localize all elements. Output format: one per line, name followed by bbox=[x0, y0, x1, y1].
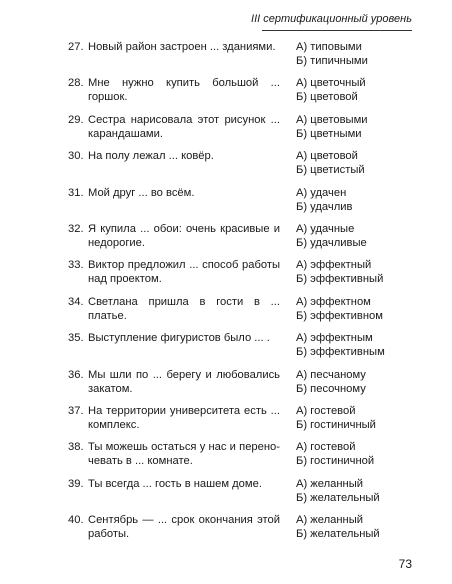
exercise-item bbox=[68, 76, 408, 112]
option-a: А) удачные bbox=[296, 222, 355, 235]
option-a: А) гостевой bbox=[296, 441, 356, 454]
exercise-item bbox=[68, 222, 408, 258]
item-text: Новый район застроен ... зданиями. bbox=[88, 41, 276, 53]
option-b: Б) эффективный bbox=[296, 273, 384, 286]
item-number: 27. bbox=[68, 41, 84, 53]
item-text: Ты всегда ... гость в нашем доме. bbox=[88, 477, 262, 490]
item-text: На полу лежал ... ковёр. bbox=[88, 150, 214, 163]
item-number: 29. bbox=[68, 113, 84, 126]
item-number: 28. bbox=[68, 77, 84, 90]
item-number: 35. bbox=[68, 332, 84, 345]
option-b: Б) гостиничный bbox=[296, 418, 376, 431]
exercise-item bbox=[68, 149, 408, 185]
exercise-item bbox=[68, 404, 408, 440]
option-a: А) гостевой bbox=[296, 404, 356, 417]
option-b: Б) удачлив bbox=[296, 200, 353, 213]
option-a: А) удачен bbox=[296, 186, 347, 199]
exercise-item bbox=[68, 186, 408, 222]
item-number: 31. bbox=[68, 186, 84, 199]
item-text: Сестра нарисовала этот рисунок ... карандашами. bbox=[88, 113, 280, 140]
item-text: Сентябрь — ... срок окончания этой работы. bbox=[88, 514, 280, 541]
item-number: 39. bbox=[68, 477, 84, 490]
item-text: Выступление фигуристов было ... . bbox=[88, 332, 270, 345]
option-a: А) эффектный bbox=[296, 259, 372, 272]
option-b: Б) цветистый bbox=[296, 164, 365, 177]
option-b: Б) эффективном bbox=[296, 309, 383, 322]
item-text: Мне нужно купить большой ... горшок. bbox=[88, 77, 280, 104]
option-b: Б) цветовой bbox=[296, 91, 358, 104]
exercise-item bbox=[68, 368, 408, 404]
exercise-item bbox=[68, 477, 408, 513]
option-a: А) типовыми bbox=[296, 41, 362, 53]
option-a: А) эффектном bbox=[296, 295, 371, 308]
item-number: 40. bbox=[68, 514, 84, 527]
item-text: Мы шли по ... берегу и любовались закатом. bbox=[88, 368, 280, 395]
option-b: Б) желательный bbox=[296, 491, 380, 504]
item-text: Светлана пришла в гости в ... платье. bbox=[88, 295, 280, 322]
item-text: Виктор предложил ... способ работы над проектом. bbox=[88, 259, 280, 286]
exercise-item bbox=[68, 258, 408, 294]
option-b: Б) желательный bbox=[296, 528, 380, 541]
exercise-item bbox=[68, 513, 408, 549]
option-a: А) цветочный bbox=[296, 77, 366, 90]
item-text: На территории университета есть ... комплекс. bbox=[88, 404, 280, 431]
option-b: Б) гостиничной bbox=[296, 455, 375, 468]
option-b: Б) цветными bbox=[296, 127, 362, 140]
item-number: 34. bbox=[68, 295, 84, 308]
header-title: III сертификационный уровень bbox=[251, 13, 412, 25]
option-a: А) песчаному bbox=[296, 368, 366, 381]
item-number: 36. bbox=[68, 368, 84, 381]
item-number: 32. bbox=[68, 222, 84, 235]
option-a: А) желанный bbox=[296, 514, 364, 527]
exercise-item bbox=[68, 440, 408, 476]
item-text: Я купила ... обои: очень красивые и недорогие. bbox=[88, 222, 280, 249]
option-a: А) желанный bbox=[296, 477, 364, 490]
item-text: Ты можешь остаться у нас и переночевать в ... комнате. bbox=[88, 441, 280, 468]
page-number: 73 bbox=[398, 557, 412, 571]
exercise-list bbox=[68, 40, 408, 549]
header-rule bbox=[262, 30, 412, 31]
item-number: 37. bbox=[68, 404, 84, 417]
option-b: Б) эффективным bbox=[296, 346, 385, 359]
item-number: 30. bbox=[68, 150, 84, 163]
option-b: Б) песочному bbox=[296, 382, 366, 395]
exercise-item bbox=[68, 40, 408, 76]
option-a: А) цветовыми bbox=[296, 113, 368, 126]
exercise-item bbox=[68, 113, 408, 149]
option-b: Б) удачливые bbox=[296, 236, 367, 249]
option-b: Б) типичными bbox=[296, 55, 368, 67]
exercise-item bbox=[68, 295, 408, 331]
item-number: 38. bbox=[68, 441, 84, 454]
option-a: А) цветовой bbox=[296, 150, 358, 163]
item-number: 33. bbox=[68, 259, 84, 272]
exercise-item bbox=[68, 331, 408, 367]
item-text: Мой друг ... во всём. bbox=[88, 186, 195, 199]
option-a: А) эффектным bbox=[296, 332, 373, 345]
page-header bbox=[0, 0, 452, 40]
